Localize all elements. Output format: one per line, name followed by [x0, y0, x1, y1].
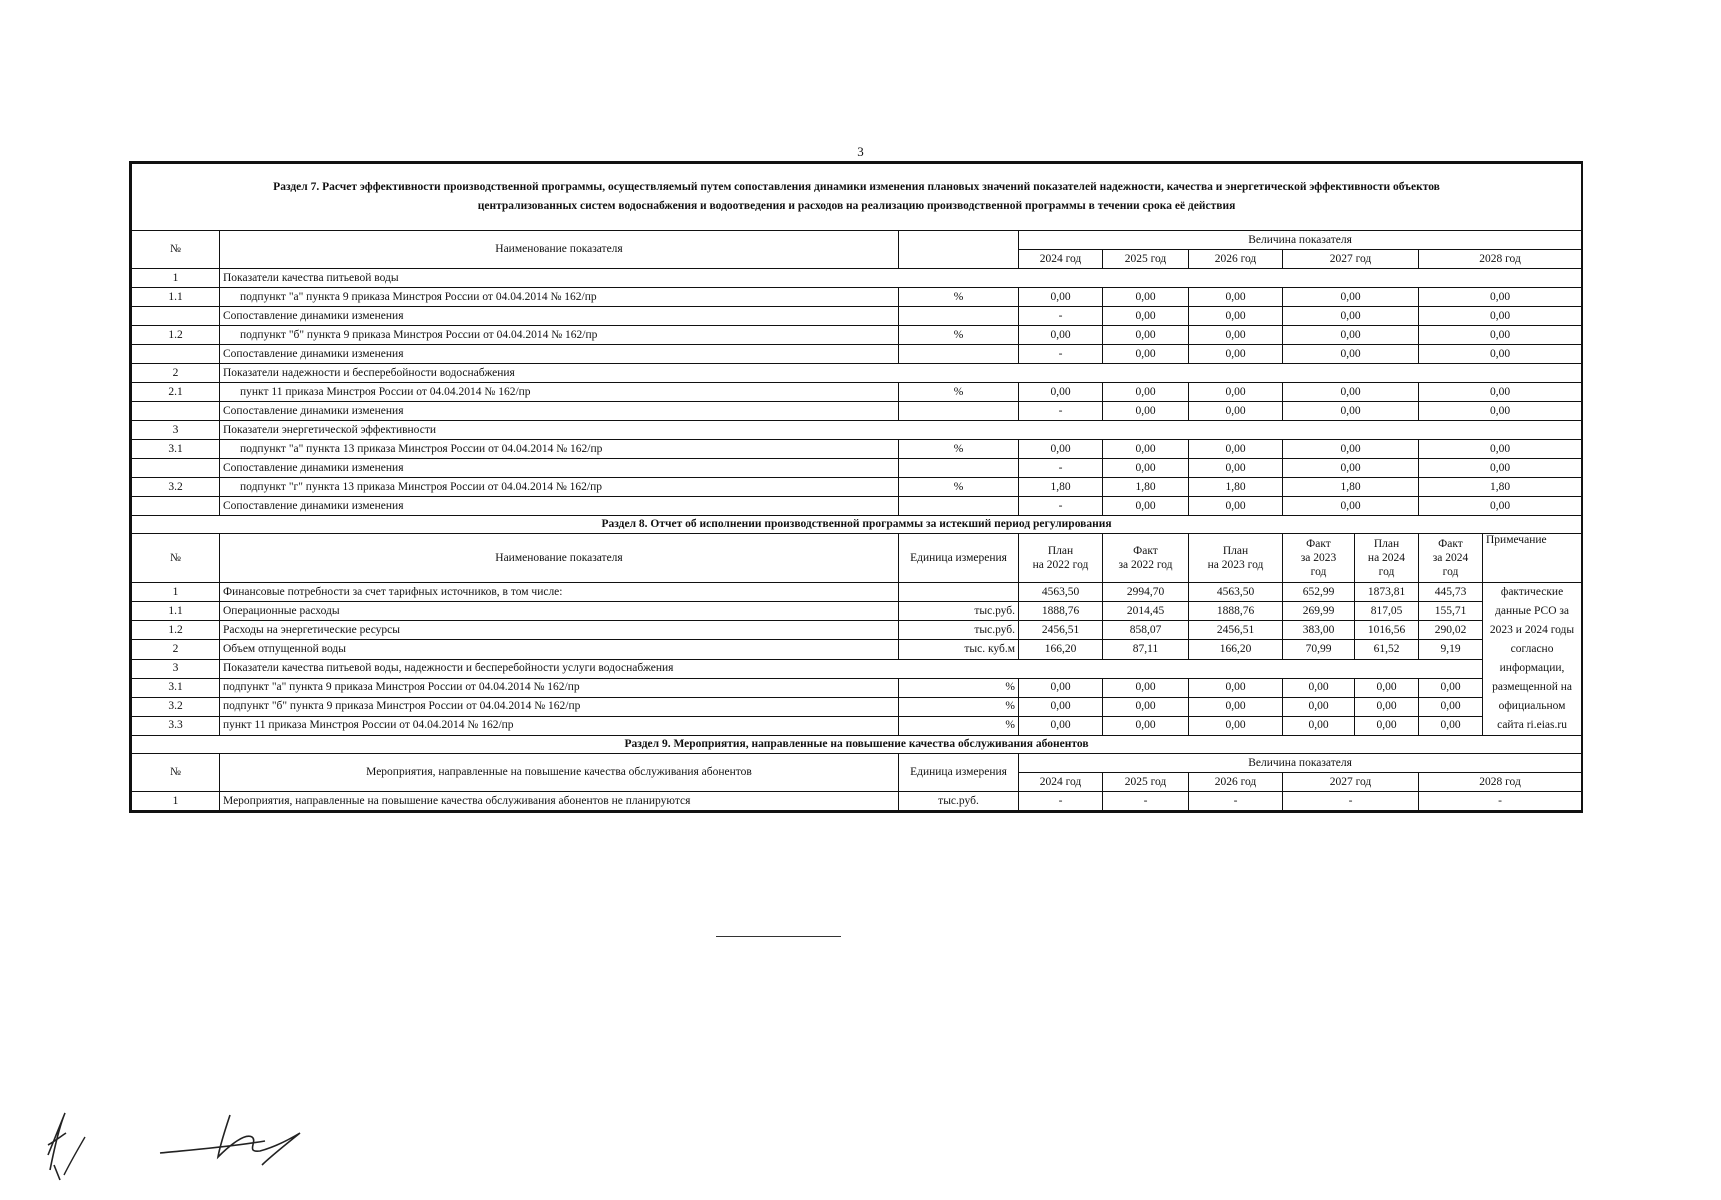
row-value: - — [1019, 459, 1103, 478]
page-number: 3 — [857, 144, 864, 159]
row-name: подпункт "б" пункта 9 приказа Минстроя России от 04.04.2014 № 162/пр — [220, 697, 899, 716]
header-period-line: План — [1222, 545, 1249, 557]
row-value: 0,00 — [1103, 440, 1189, 459]
row-value: 652,99 — [1283, 583, 1355, 602]
header-period-line: Факт — [1438, 538, 1463, 550]
row-value: 61,52 — [1355, 640, 1419, 659]
row-num — [132, 345, 220, 364]
row-value: 0,00 — [1103, 459, 1189, 478]
row-name: Расходы на энергетические ресурсы — [220, 621, 899, 640]
row-value: 1,80 — [1103, 478, 1189, 497]
row-unit: тыс.руб. — [899, 602, 1019, 621]
row-num: 1.2 — [132, 621, 220, 640]
row-unit: % — [899, 326, 1019, 345]
header-name: Мероприятия, направленные на повышение качества обслуживания абонентов — [220, 754, 899, 792]
row-name: подпункт "б" пункта 9 приказа Минстроя России от 04.04.2014 № 162/пр — [220, 326, 899, 345]
row-value: 0,00 — [1283, 288, 1419, 307]
header-year: 2028 год — [1419, 773, 1582, 792]
section9-header-row — [132, 754, 1582, 773]
header-year: 2024 год — [1019, 250, 1103, 269]
row-unit: % — [899, 440, 1019, 459]
document-table — [131, 163, 1582, 811]
row-value: 0,00 — [1283, 402, 1419, 421]
row-value: 0,00 — [1103, 288, 1189, 307]
row-value: 0,00 — [1283, 678, 1355, 697]
row-value: 0,00 — [1283, 307, 1419, 326]
header-year: 2027 год — [1283, 773, 1419, 792]
header-period — [1419, 534, 1483, 583]
row-group-name: Показатели качества питьевой воды — [220, 269, 1582, 288]
row-value: 0,00 — [1355, 716, 1419, 735]
section7-data-row — [132, 269, 1582, 288]
row-value: 70,99 — [1283, 640, 1355, 659]
row-value: 0,00 — [1189, 383, 1283, 402]
row-value: 445,73 — [1419, 583, 1483, 602]
row-name: Сопоставление динамики изменения — [220, 497, 899, 516]
header-period — [1189, 534, 1283, 583]
row-unit: % — [899, 383, 1019, 402]
section7-title-row — [132, 164, 1582, 231]
header-year: 2026 год — [1189, 250, 1283, 269]
header-year: 2026 год — [1189, 773, 1283, 792]
row-value: 87,11 — [1103, 640, 1189, 659]
row-value: 0,00 — [1189, 288, 1283, 307]
header-period-line: Факт — [1133, 545, 1158, 557]
row-value: 858,07 — [1103, 621, 1189, 640]
row-value: 0,00 — [1419, 402, 1582, 421]
row-num: 1.2 — [132, 326, 220, 345]
row-unit: % — [899, 288, 1019, 307]
row-value: 383,00 — [1283, 621, 1355, 640]
row-value: 0,00 — [1283, 697, 1355, 716]
section7-data-row — [132, 459, 1582, 478]
row-name: Финансовые потребности за счет тарифных источников, в том числе: — [220, 583, 899, 602]
header-period-line: за 2022 год — [1118, 559, 1173, 571]
section7-data-row — [132, 402, 1582, 421]
section8-header-row — [132, 534, 1582, 583]
header-year: 2024 год — [1019, 773, 1103, 792]
row-value: - — [1189, 792, 1283, 811]
row-value: 0,00 — [1355, 697, 1419, 716]
header-num: № — [132, 754, 220, 792]
row-name: пункт 11 приказа Минстроя России от 04.04.2014 № 162/пр — [220, 383, 899, 402]
header-period-line: на 2023 год — [1207, 559, 1264, 571]
row-num: 1 — [132, 269, 220, 288]
row-value: 0,00 — [1283, 326, 1419, 345]
row-value: 2456,51 — [1019, 621, 1103, 640]
row-value: 0,00 — [1419, 716, 1483, 735]
row-value: 0,00 — [1019, 716, 1103, 735]
section7-data-row — [132, 345, 1582, 364]
row-value: 0,00 — [1103, 307, 1189, 326]
row-value: 0,00 — [1283, 383, 1419, 402]
section8-data-row — [132, 583, 1582, 602]
header-period — [1019, 534, 1103, 583]
row-value: 0,00 — [1103, 678, 1189, 697]
row-group-name: Показатели энергетической эффективности — [220, 421, 1582, 440]
header-year: 2025 год — [1103, 773, 1189, 792]
section8-data-row — [132, 659, 1582, 678]
row-unit: тыс. куб.м — [899, 640, 1019, 659]
header-period-line: Факт — [1306, 538, 1331, 550]
row-value: 0,00 — [1189, 497, 1283, 516]
header-group: Величина показателя — [1019, 754, 1582, 773]
row-value: 0,00 — [1419, 697, 1483, 716]
row-value: 2994,70 — [1103, 583, 1189, 602]
row-num: 3 — [132, 659, 220, 678]
row-name: подпункт "а" пункта 13 приказа Минстроя России от 04.04.2014 № 162/пр — [220, 440, 899, 459]
row-name: Сопоставление динамики изменения — [220, 307, 899, 326]
section7-data-row — [132, 421, 1582, 440]
header-group: Величина показателя — [1019, 231, 1582, 250]
section7-title-line2: централизованных систем водоснабжения и водоотведения и расходов на реализацию производственной программы в течении срока её действия — [477, 200, 1236, 212]
row-value: 1,80 — [1283, 478, 1419, 497]
row-unit — [899, 345, 1019, 364]
row-name: Мероприятия, направленные на повышение качества обслуживания абонентов не планируются — [220, 792, 899, 811]
section7-data-row — [132, 364, 1582, 383]
row-value: 0,00 — [1103, 345, 1189, 364]
row-value: - — [1103, 792, 1189, 811]
section7-data-row — [132, 478, 1582, 497]
section9-data-row — [132, 792, 1582, 811]
section9-title: Раздел 9. Мероприятия, направленные на повышение качества обслуживания абонентов — [132, 736, 1582, 754]
row-unit: тыс.руб. — [899, 621, 1019, 640]
row-value: 0,00 — [1283, 497, 1419, 516]
row-num: 2 — [132, 364, 220, 383]
row-name: подпункт "а" пункта 9 приказа Минстроя России от 04.04.2014 № 162/пр — [220, 288, 899, 307]
header-name: Наименование показателя — [220, 231, 899, 269]
row-value: - — [1019, 402, 1103, 421]
header-year: 2025 год — [1103, 250, 1189, 269]
header-period-line: за 2023 — [1300, 552, 1337, 564]
row-name: Операционные расходы — [220, 602, 899, 621]
row-value: 2456,51 — [1189, 621, 1283, 640]
header-period-line: за 2024 — [1432, 552, 1469, 564]
header-unit: Единица измерения — [899, 534, 1019, 583]
section7-data-row — [132, 288, 1582, 307]
row-unit — [899, 497, 1019, 516]
row-value: - — [1019, 497, 1103, 516]
row-num — [132, 307, 220, 326]
header-unit: Единица измерения — [899, 754, 1019, 792]
row-value: 0,00 — [1103, 383, 1189, 402]
row-num: 3.2 — [132, 697, 220, 716]
row-value: 0,00 — [1103, 326, 1189, 345]
row-value: 0,00 — [1189, 440, 1283, 459]
row-value: 0,00 — [1419, 678, 1483, 697]
row-value: 166,20 — [1189, 640, 1283, 659]
row-num: 1.1 — [132, 602, 220, 621]
row-num: 1 — [132, 792, 220, 811]
row-unit: % — [899, 716, 1019, 735]
row-value: 0,00 — [1189, 697, 1283, 716]
row-value: 0,00 — [1283, 459, 1419, 478]
row-num: 3.2 — [132, 478, 220, 497]
header-period-line: План — [1373, 538, 1400, 550]
row-num — [132, 402, 220, 421]
section7-title — [132, 164, 1582, 231]
row-value: 0,00 — [1419, 459, 1582, 478]
row-value: 0,00 — [1103, 697, 1189, 716]
row-value: 1888,76 — [1019, 602, 1103, 621]
row-group-name: Показатели качества питьевой воды, надежности и бесперебойности услуги водоснабжения — [220, 659, 1483, 678]
row-value: 1,80 — [1189, 478, 1283, 497]
section7-header-row — [132, 231, 1582, 250]
row-value: 0,00 — [1019, 678, 1103, 697]
header-num: № — [132, 534, 220, 583]
header-period — [1283, 534, 1355, 583]
row-value: 1,80 — [1419, 478, 1582, 497]
section8-data-row — [132, 621, 1582, 640]
row-unit — [899, 459, 1019, 478]
row-value: 0,00 — [1189, 678, 1283, 697]
header-name: Наименование показателя — [220, 534, 899, 583]
row-value: - — [1283, 792, 1419, 811]
row-value: 1016,56 — [1355, 621, 1419, 640]
section7-data-row — [132, 383, 1582, 402]
section7-data-row — [132, 440, 1582, 459]
row-value: 0,00 — [1419, 345, 1582, 364]
header-period-line: год — [1310, 566, 1327, 578]
row-name: Сопоставление динамики изменения — [220, 345, 899, 364]
row-value: 0,00 — [1019, 383, 1103, 402]
row-num: 3.3 — [132, 716, 220, 735]
row-value: 1888,76 — [1189, 602, 1283, 621]
row-value: 166,20 — [1019, 640, 1103, 659]
header-period — [1355, 534, 1419, 583]
row-unit — [899, 583, 1019, 602]
row-name: подпункт "а" пункта 9 приказа Минстроя России от 04.04.2014 № 162/пр — [220, 678, 899, 697]
header-period-line: на 2022 год — [1032, 559, 1089, 571]
row-value: 0,00 — [1189, 716, 1283, 735]
row-value: 0,00 — [1189, 459, 1283, 478]
row-name: Объем отпущенной воды — [220, 640, 899, 659]
handwritten-signature — [30, 1075, 310, 1195]
row-value: 0,00 — [1019, 326, 1103, 345]
row-value: 0,00 — [1419, 326, 1582, 345]
row-value: 0,00 — [1283, 440, 1419, 459]
section8-data-row — [132, 678, 1582, 697]
row-name: Сопоставление динамики изменения — [220, 459, 899, 478]
row-value: - — [1019, 345, 1103, 364]
row-value: 817,05 — [1355, 602, 1419, 621]
row-name: пункт 11 приказа Минстроя России от 04.04.2014 № 162/пр — [220, 716, 899, 735]
row-num: 1 — [132, 583, 220, 602]
header-period — [1103, 534, 1189, 583]
row-unit: % — [899, 697, 1019, 716]
row-num — [132, 497, 220, 516]
row-name: Сопоставление динамики изменения — [220, 402, 899, 421]
row-value: 4563,50 — [1189, 583, 1283, 602]
row-value: 0,00 — [1103, 497, 1189, 516]
header-note: Примечание — [1483, 534, 1582, 583]
row-value: - — [1019, 307, 1103, 326]
section7-title-line1: Раздел 7. Расчет эффективности производственной программы, осуществляемый путем сопоставления динамики изменения плановых значений показателей надежности, качества и энергетической эффективности объектов — [273, 181, 1440, 193]
row-value: 0,00 — [1189, 307, 1283, 326]
header-num: № — [132, 231, 220, 269]
row-num — [132, 459, 220, 478]
row-value: 1873,81 — [1355, 583, 1419, 602]
row-value: 9,19 — [1419, 640, 1483, 659]
section8-title: Раздел 8. Отчет об исполнении производственной программы за истекший период регулирования — [132, 516, 1582, 534]
row-value: 1,80 — [1019, 478, 1103, 497]
row-value: 0,00 — [1283, 345, 1419, 364]
row-num: 3.1 — [132, 440, 220, 459]
document-table-frame — [129, 161, 1583, 813]
section7-data-row — [132, 497, 1582, 516]
row-unit: % — [899, 478, 1019, 497]
row-unit: % — [899, 678, 1019, 697]
row-unit — [899, 402, 1019, 421]
row-value: 0,00 — [1019, 440, 1103, 459]
row-value: 0,00 — [1189, 345, 1283, 364]
row-value: 2014,45 — [1103, 602, 1189, 621]
row-name: подпункт "г" пункта 13 приказа Минстроя России от 04.04.2014 № 162/пр — [220, 478, 899, 497]
row-num: 1.1 — [132, 288, 220, 307]
row-value: 0,00 — [1283, 716, 1355, 735]
row-unit: тыс.руб. — [899, 792, 1019, 811]
row-value: 0,00 — [1189, 402, 1283, 421]
row-value: 0,00 — [1103, 402, 1189, 421]
row-value: 155,71 — [1419, 602, 1483, 621]
header-period-line: год — [1378, 566, 1395, 578]
header-year: 2028 год — [1419, 250, 1582, 269]
header-unit — [899, 231, 1019, 269]
section8-data-row — [132, 697, 1582, 716]
row-value: 0,00 — [1419, 307, 1582, 326]
header-period-line: на 2024 — [1367, 552, 1406, 564]
section8-data-row — [132, 716, 1582, 735]
row-value: 0,00 — [1355, 678, 1419, 697]
header-period-line: План — [1047, 545, 1074, 557]
row-value: 0,00 — [1419, 497, 1582, 516]
note-cell: фактические данные РСО за 2023 и 2024 годы согласно информации, размещенной на официальном сайта ri.eias.ru — [1483, 583, 1582, 736]
row-num: 2.1 — [132, 383, 220, 402]
section7-data-row — [132, 307, 1582, 326]
header-period-line: год — [1442, 566, 1459, 578]
row-value: 0,00 — [1419, 440, 1582, 459]
row-num: 2 — [132, 640, 220, 659]
section9-title-row — [132, 736, 1582, 754]
row-value: 4563,50 — [1019, 583, 1103, 602]
row-group-name: Показатели надежности и бесперебойности водоснабжения — [220, 364, 1582, 383]
section8-data-row — [132, 602, 1582, 621]
row-value: 0,00 — [1019, 697, 1103, 716]
row-value: - — [1019, 792, 1103, 811]
section8-data-row — [132, 640, 1582, 659]
row-value: 0,00 — [1103, 716, 1189, 735]
row-value: 0,00 — [1189, 326, 1283, 345]
row-value: 269,99 — [1283, 602, 1355, 621]
section8-title-row — [132, 516, 1582, 534]
row-value: - — [1419, 792, 1582, 811]
row-num: 3.1 — [132, 678, 220, 697]
separator-line — [716, 936, 841, 937]
row-value: 290,02 — [1419, 621, 1483, 640]
row-num: 3 — [132, 421, 220, 440]
row-unit — [899, 307, 1019, 326]
section7-data-row — [132, 326, 1582, 345]
row-value: 0,00 — [1419, 288, 1582, 307]
header-year: 2027 год — [1283, 250, 1419, 269]
row-value: 0,00 — [1419, 383, 1582, 402]
row-value: 0,00 — [1019, 288, 1103, 307]
